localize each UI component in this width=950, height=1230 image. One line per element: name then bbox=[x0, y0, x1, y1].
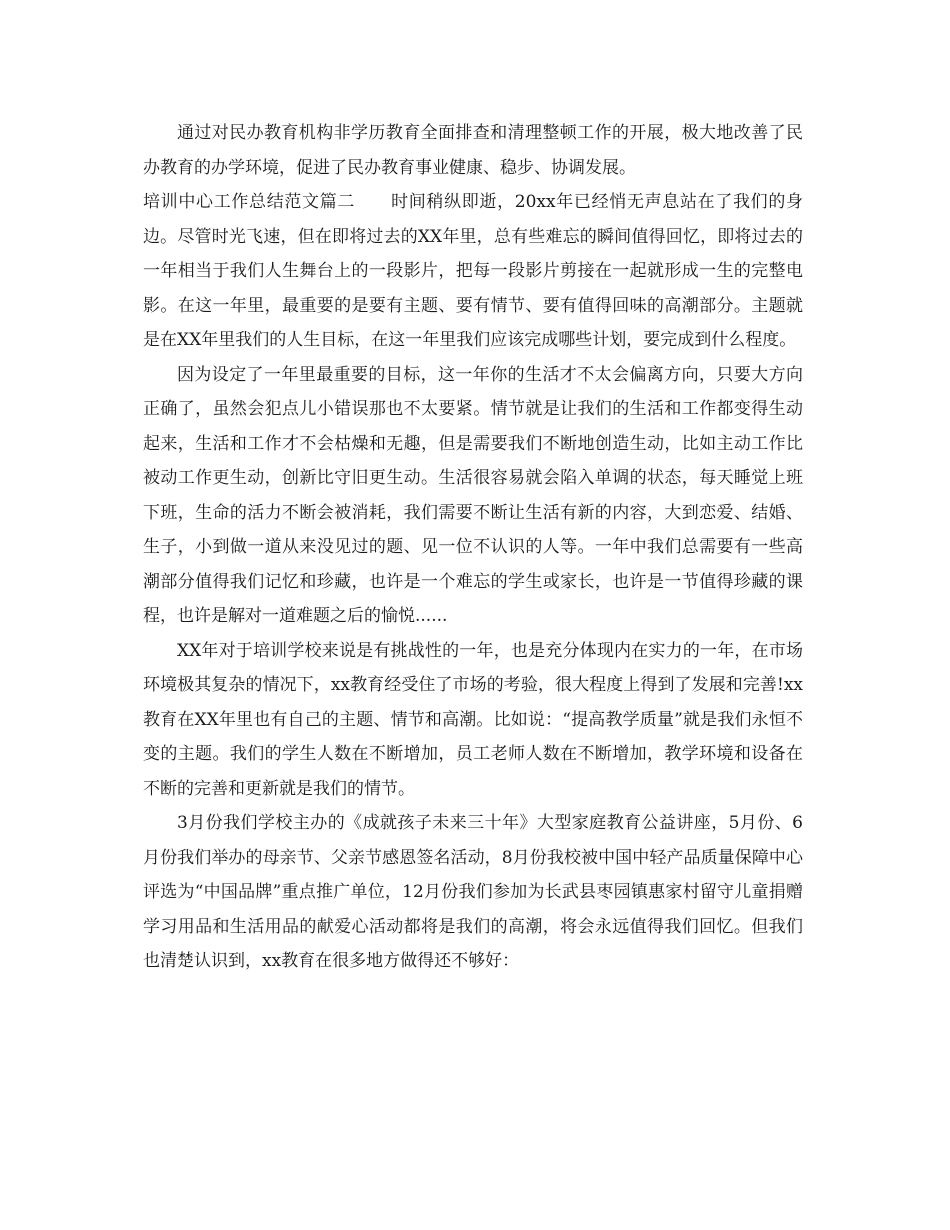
paragraph-4-text: XX年对于培训学校来说是有挑战性的一年，也是充分体现内在实力的一年，在市场环境极其复杂的情况下，xx教育经受住了市场的考验，很大程度上得到了发展和完善!xx教育在XX年里也有自己的主题、情节和高潮。比如说：“提高教学质量”就是我们永恒不变的主题。我们的学生人数在不断增加，员工老师人数在不断增加，教学环境和设备在不断的完善和更新就是我们的情节。 bbox=[143, 640, 803, 799]
paragraph-2 bbox=[143, 185, 803, 358]
paragraph-5 bbox=[143, 806, 803, 979]
paragraph-1-text: 通过对民办教育机构非学历教育全面排查和清理整顿工作的开展，极大地改善了民办教育的办学环境，促进了民办教育事业健康、稳步、协调发展。 bbox=[143, 123, 803, 178]
paragraph-3 bbox=[143, 358, 803, 634]
section-heading: 培训中心工作总结范文篇二 bbox=[143, 192, 356, 212]
paragraph-1 bbox=[143, 116, 803, 185]
paragraph-3-text: 因为设定了一年里最重要的目标，这一年你的生活才不太会偏离方向，只要大方向正确了，虽然会犯点儿小错误那也不太要紧。情节就是让我们的生活和工作都变得生动起来，生活和工作才不会枯燥和无趣，但是需要我们不断地创造生动，比如主动工作比被动工作更生动，创新比守旧更生动。生活很容易就会陷入单调的状态，每天睡觉上班下班，生命的活力不断会被消耗，我们需要不断让生活有新的内容，大到恋爱、结婚、生子，小到做一道从来没见过的题、见一位不认识的人等。一年中我们总需要有一些高潮部分值得我们记忆和珍藏，也许是一个难忘的学生或家长，也许是一节值得珍藏的课程，也许是解对一道难题之后的愉悦...... bbox=[143, 364, 803, 626]
document-body bbox=[143, 116, 803, 979]
paragraph-2-text: 时间稍纵即逝，20xx年已经悄无声息站在了我们的身边。尽管时光飞速，但在即将过去的XX年里，总有些难忘的瞬间值得回忆，即将过去的一年相当于我们人生舞台上的一段影片，把每一段影片剪接在一起就形成一生的完整电影。在这一年里，最重要的是要有主题、要有情节、要有值得回味的高潮部分。主题就是在XX年里我们的人生目标，在这一年里我们应该完成哪些计划，要完成到什么程度。 bbox=[143, 192, 804, 350]
paragraph-5-text: 3月份我们学校主办的《成就孩子未来三十年》大型家庭教育公益讲座，5月份、6月份我们举办的母亲节、父亲节感恩签名活动，8月份我校被中国中轻产品质量保障中心评选为“中国品牌”重点推广单位，12月份我们参加为长武县枣园镇惠家村留守儿童捐赠学习用品和生活用品的献爱心活动都将是我们的高潮，将会永远值得我们回忆。但我们也清楚认识到，xx教育在很多地方做得还不够好： bbox=[143, 813, 803, 971]
paragraph-4 bbox=[143, 634, 803, 807]
